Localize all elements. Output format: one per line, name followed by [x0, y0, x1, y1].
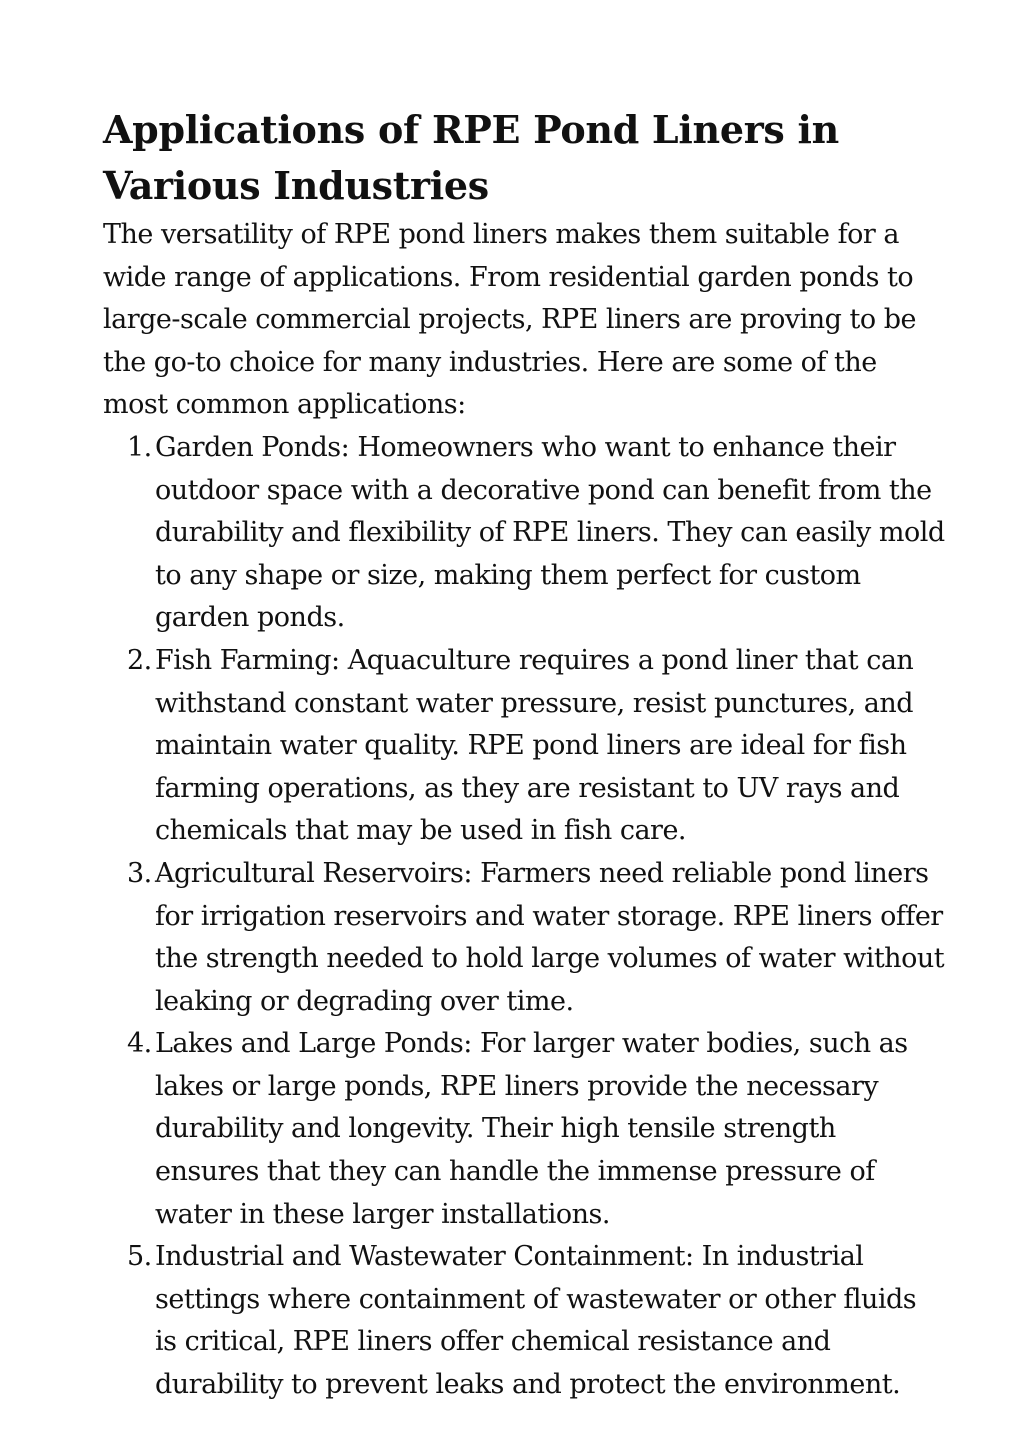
- list-item-number: 2.: [127, 644, 152, 676]
- list-item: [103, 853, 945, 1023]
- list-item-text: Agricultural Reservoirs: Farmers need reliable pond liners for irrigation reservoirs and water storage. RPE liners offer the strength needed to hold large volumes of water without leaking or degrading over time.: [155, 857, 945, 1017]
- applications-list: [103, 427, 963, 1407]
- page-title: Applications of RPE Pond Liners in Various Industries: [103, 107, 839, 208]
- list-item: [103, 427, 945, 640]
- list-item-number: 3.: [127, 857, 152, 889]
- list-item-text: Industrial and Wastewater Containment: In industrial settings where containment of wastewater or other fluids is critical, RPE liners offer chemical resistance and durability to prevent leaks and protect the environment.: [155, 1241, 917, 1401]
- list-item: [103, 640, 945, 853]
- document-page: [103, 102, 963, 1407]
- list-item: [103, 1236, 945, 1406]
- list-item-text: Fish Farming: Aquaculture requires a pond liner that can withstand constant water pressure, resist punctures, and maintain water quality. RPE pond liners are ideal for fish farming operations, as they are resistant to UV rays and chemicals that may be used in fish care.: [155, 644, 914, 847]
- list-item-text: Lakes and Large Ponds: For larger water bodies, such as lakes or large ponds, RPE liners provide the necessary durability and longevity. Their high tensile strength ensures that they can handle the immense pressure of water in these larger installations.: [155, 1028, 908, 1230]
- list-item-number: 4.: [127, 1028, 152, 1060]
- list-item: [103, 1023, 945, 1236]
- list-item-number: 5.: [127, 1241, 152, 1273]
- list-item-text: Garden Ponds: Homeowners who want to enhance their outdoor space with a decorative pond can benefit from the durability and flexibility of RPE liners. They can easily mold to any shape or size, making them perfect for custom garden ponds.: [155, 431, 945, 634]
- intro-paragraph: The versatility of RPE pond liners makes them suitable for a wide range of applications. From residential garden ponds to large-scale commercial projects, RPE liners are proving to be the go-to choice for many industries. Here are some of the most common applications:: [103, 219, 916, 421]
- list-item-number: 1.: [127, 431, 152, 463]
